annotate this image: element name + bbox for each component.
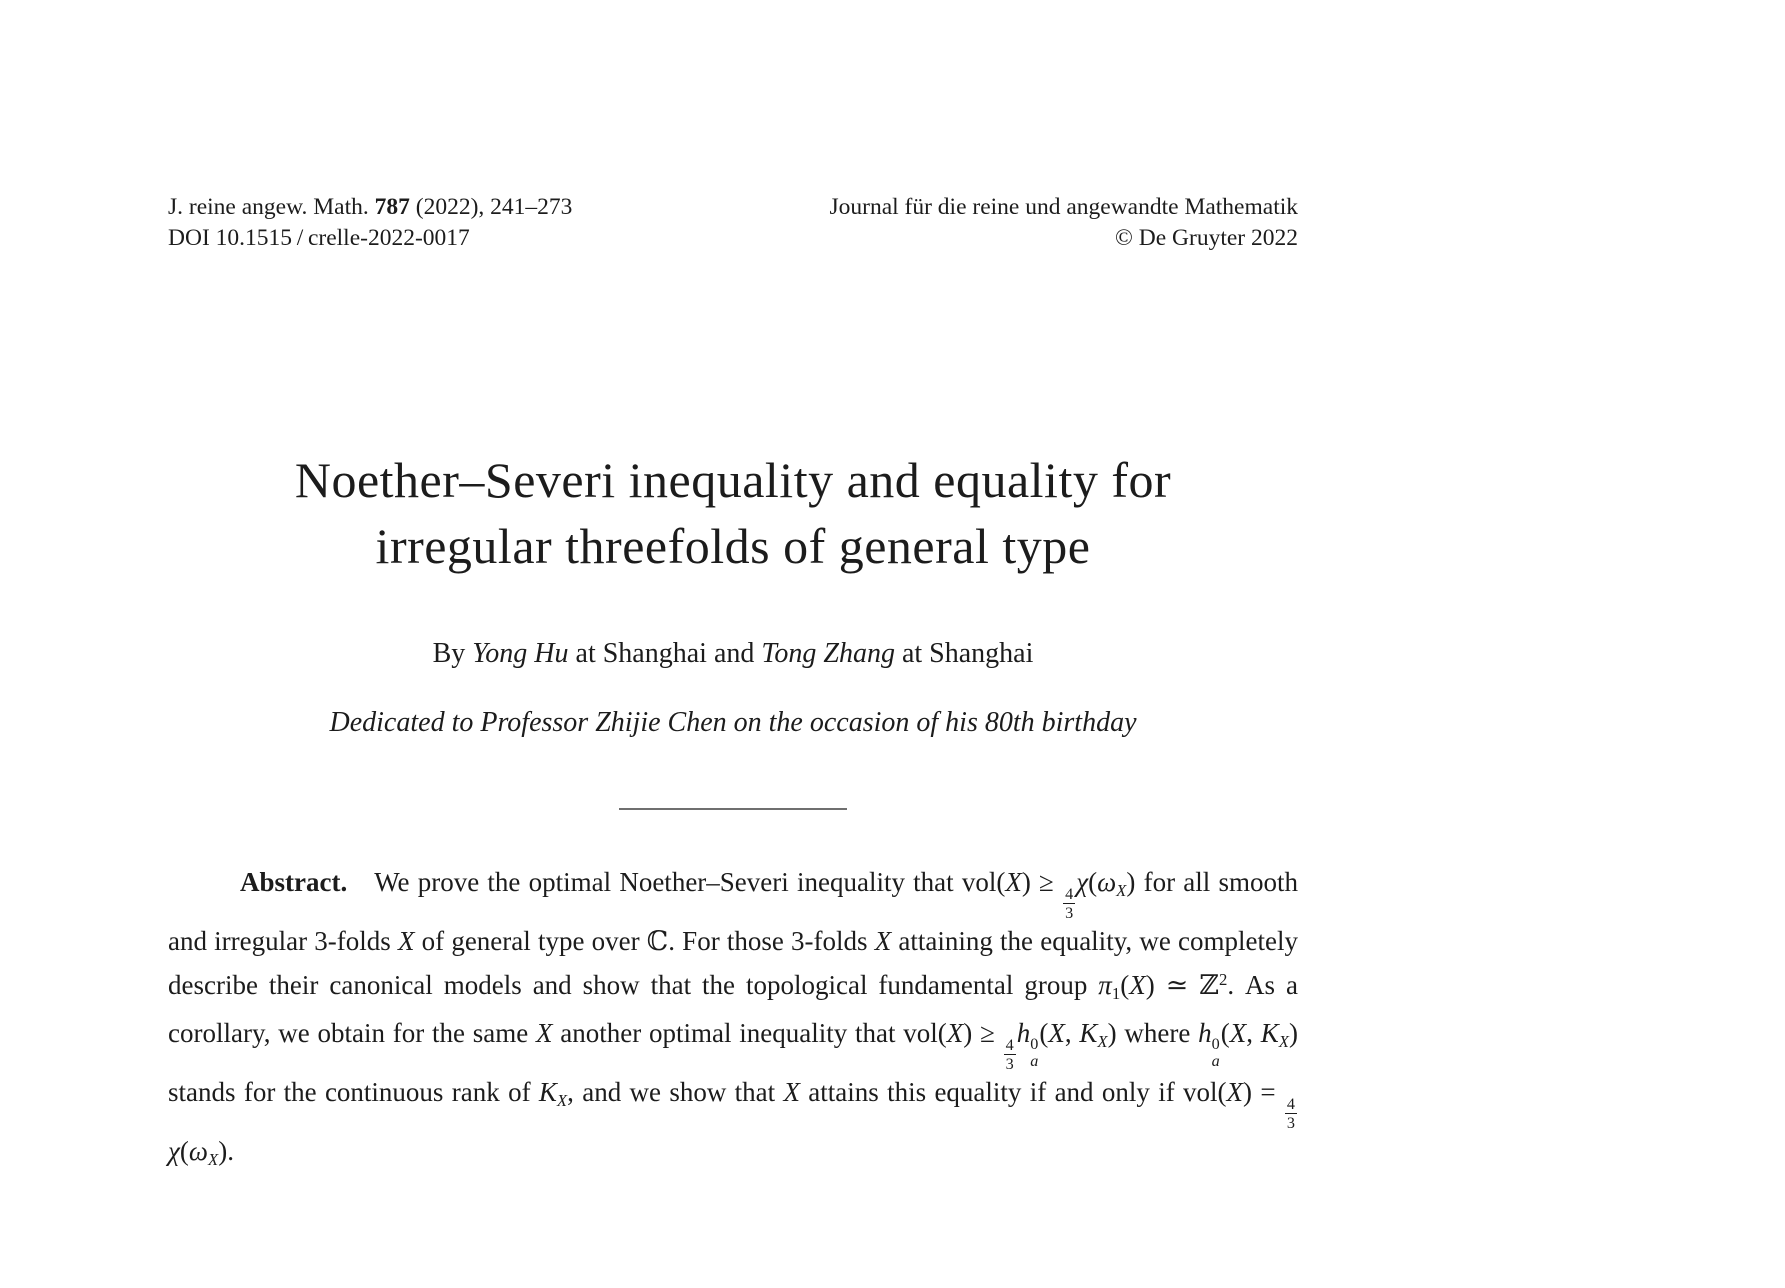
text-segment: X bbox=[1278, 1031, 1289, 1051]
text-segment: , bbox=[1246, 1017, 1261, 1048]
text-segment: X bbox=[1129, 970, 1146, 1001]
text-segment: ) ≥ bbox=[963, 1017, 1003, 1048]
text-segment: K bbox=[538, 1076, 557, 1107]
author-1: Yong Hu bbox=[472, 638, 569, 669]
abstract-paragraph bbox=[168, 863, 1298, 1180]
text-segment: K bbox=[1079, 1017, 1098, 1048]
text-segment: h bbox=[1198, 1017, 1212, 1048]
journal-header bbox=[168, 192, 1298, 254]
text-segment: K bbox=[1260, 1017, 1279, 1048]
text-segment: ) = bbox=[1243, 1076, 1284, 1107]
text-segment: ω bbox=[188, 1136, 208, 1167]
text-segment: X bbox=[556, 1090, 568, 1110]
doi: DOI 10.1515 / crelle-2022-0017 bbox=[168, 225, 470, 251]
superscript-subscript: 0 a bbox=[1211, 1034, 1220, 1070]
paper-page bbox=[168, 0, 1298, 1180]
byline-prefix: By bbox=[432, 638, 473, 669]
superscript-subscript: 0 a bbox=[1030, 1034, 1039, 1070]
journal-volume: 787 bbox=[374, 194, 410, 220]
byline bbox=[168, 636, 1298, 672]
byline-suffix: at Shanghai bbox=[894, 638, 1034, 669]
text-segment: ) ≃ ℤ bbox=[1145, 970, 1219, 1001]
paper-title-line1: Noether–Severi inequality and equality for bbox=[294, 452, 1172, 508]
journal-ref-prefix: J. reine angew. Math. bbox=[168, 194, 375, 220]
text-segment: X bbox=[1048, 1017, 1065, 1048]
text-segment: π bbox=[1098, 970, 1112, 1001]
text-segment: X bbox=[207, 1150, 219, 1170]
text-segment: attains this equality if and only if vol( bbox=[799, 1076, 1227, 1107]
text-segment: X bbox=[1226, 1076, 1244, 1107]
text-segment: X bbox=[1005, 867, 1022, 897]
text-segment: another optimal inequality that vol( bbox=[552, 1017, 947, 1048]
paper-title bbox=[168, 447, 1298, 579]
text-segment: Abstract. bbox=[240, 867, 348, 897]
text-segment: . As a corollary, we obtain for the same bbox=[168, 970, 1298, 1048]
text-segment: X bbox=[874, 926, 892, 957]
journal-reference bbox=[168, 192, 572, 223]
text-segment: 1 bbox=[1111, 984, 1121, 1004]
journal-ref-suffix: (2022), 241–273 bbox=[409, 194, 573, 220]
author-2: Tong Zhang bbox=[761, 638, 895, 669]
text-segment: ( bbox=[179, 1136, 189, 1167]
text-segment: χ bbox=[168, 1136, 180, 1167]
text-segment: X bbox=[1116, 881, 1127, 901]
text-segment: ( bbox=[1120, 970, 1130, 1001]
journal-name: Journal für die reine und angewandte Mathematik bbox=[829, 194, 1298, 220]
text-segment: ) ≥ bbox=[1021, 867, 1063, 897]
text-segment: ) where bbox=[1107, 1017, 1199, 1048]
text-segment: χ bbox=[1076, 867, 1089, 897]
text-segment: ( bbox=[1220, 1017, 1230, 1048]
fraction: $\frac{4}{3}$ bbox=[1005, 1035, 1014, 1073]
text-segment: ). bbox=[218, 1136, 234, 1167]
text-segment: We prove the optimal Noether–Severi inequality that vol( bbox=[347, 867, 1006, 897]
separator-rule bbox=[619, 808, 847, 810]
copyright-notice: © De Gruyter 2022 bbox=[1115, 225, 1298, 251]
text-segment: X bbox=[1097, 1031, 1108, 1051]
text-segment: h bbox=[1016, 1017, 1031, 1048]
text-segment: ω bbox=[1097, 867, 1117, 897]
text-segment: , and we show that bbox=[567, 1076, 784, 1107]
text-segment: ( bbox=[1088, 867, 1098, 897]
text-segment: attaining the equality, we completely describe their canonical models and show that the topological fundamental group bbox=[168, 926, 1298, 1001]
text-segment: 2 bbox=[1218, 969, 1228, 989]
text-segment: , bbox=[1064, 1017, 1080, 1048]
text-segment: X bbox=[783, 1076, 800, 1107]
text-segment: X bbox=[397, 926, 415, 957]
byline-mid: at Shanghai and bbox=[568, 638, 762, 669]
journal-citation-block bbox=[168, 192, 572, 254]
text-segment: X bbox=[1229, 1017, 1247, 1048]
text-segment: X bbox=[536, 1017, 553, 1048]
text-segment: of general type over ℂ. For those 3-folds bbox=[414, 926, 875, 957]
paper-title-line2: irregular threefolds of general type bbox=[375, 518, 1091, 574]
dedication: Dedicated to Professor Zhijie Chen on the occasion of his 80th birthday bbox=[329, 707, 1137, 738]
text-segment: X bbox=[946, 1017, 964, 1048]
text-segment: ) for all smooth and irregular 3-folds bbox=[168, 867, 1298, 957]
text-segment: ( bbox=[1039, 1017, 1049, 1048]
journal-name-block bbox=[829, 192, 1298, 254]
text-segment: ) stands for the continuous rank of bbox=[168, 1017, 1298, 1107]
fraction: $\frac{4}{3}$ bbox=[1065, 885, 1074, 923]
fraction: $\frac{4}{3}$ bbox=[1286, 1095, 1295, 1133]
